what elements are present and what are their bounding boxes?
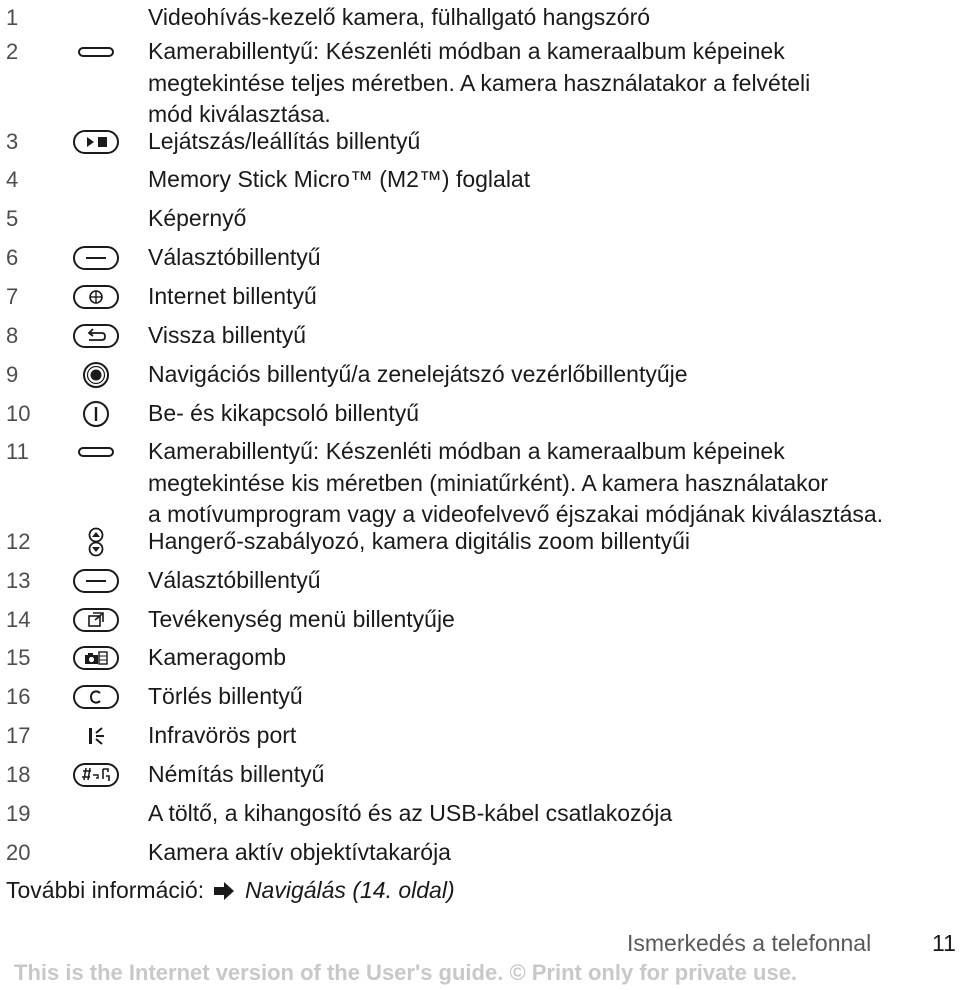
right-arrow-icon — [213, 878, 235, 909]
description-line: Vissza billentyű — [148, 322, 307, 348]
description-line: Lejátszás/leállítás billentyű — [148, 128, 421, 154]
item-description — [148, 604, 960, 636]
item-number: 20 — [6, 840, 31, 865]
item-number: 2 — [6, 39, 19, 64]
item-number: 3 — [6, 129, 19, 154]
item-description — [148, 359, 960, 391]
description-line: Infravörös port — [148, 722, 297, 748]
item-description — [148, 203, 960, 235]
play-stop-key-icon — [72, 128, 120, 156]
description-line: Választóbillentyű — [148, 244, 321, 270]
item-number: 13 — [6, 568, 31, 593]
item-number: 11 — [6, 439, 29, 464]
camera-side-key-icon — [72, 438, 120, 466]
more-info-link[interactable]: Navigálás (14. oldal) — [244, 877, 455, 903]
description-line: Kamerabillentyű: Készenléti módban a kameraalbum képeinek — [148, 38, 785, 64]
camera-side-key-icon — [72, 38, 120, 66]
page-number: 11 — [932, 930, 956, 956]
description-line: Némítás billentyű — [148, 761, 325, 787]
more-info-line — [6, 875, 455, 909]
description-line: mód kiválasztása. — [148, 101, 331, 127]
activity-menu-key-icon — [72, 606, 120, 634]
description-line: Hangerő-szabályozó, kamera digitális zoom billentyűi — [148, 528, 691, 554]
description-line: Tevékenység menü billentyűje — [148, 606, 455, 632]
item-number: 6 — [6, 245, 19, 270]
item-number: 18 — [6, 762, 31, 787]
power-key-icon — [72, 400, 120, 428]
item-description — [148, 36, 960, 131]
item-description — [148, 759, 960, 791]
selection-key-icon — [72, 567, 120, 595]
description-line: Be- és kikapcsoló billentyű — [148, 400, 420, 426]
item-number: 16 — [6, 684, 31, 709]
description-line: Törlés billentyű — [148, 683, 303, 709]
item-description — [148, 565, 960, 597]
item-description — [148, 436, 960, 531]
item-description — [148, 126, 960, 158]
description-line: Internet billentyű — [148, 283, 317, 309]
description-line: Memory Stick Micro™ (M2™) foglalat — [148, 166, 531, 192]
item-number: 19 — [6, 801, 31, 826]
description-line: a motívumprogram vagy a videofelvevő éjszakai módjának kiválasztása. — [148, 501, 884, 527]
item-number: 5 — [6, 206, 19, 231]
item-description — [148, 526, 960, 558]
description-line: megtekintése kis méretben (miniatűrként). A kamera használatakor — [148, 469, 829, 496]
item-description — [148, 164, 960, 196]
navigation-key-icon — [72, 361, 120, 389]
item-description — [148, 242, 960, 274]
item-number: 4 — [6, 167, 19, 192]
selection-key-icon — [72, 244, 120, 272]
internet-version-notice: This is the Internet version of the User's guide. © Print only for private use. — [14, 960, 798, 985]
item-description — [148, 720, 960, 752]
item-number: 1 — [6, 5, 19, 30]
item-number: 14 — [6, 607, 31, 632]
item-description — [148, 681, 960, 713]
item-number: 10 — [6, 401, 31, 426]
item-description — [148, 837, 960, 869]
clear-key-icon — [72, 683, 120, 711]
description-line: Kameragomb — [148, 644, 287, 670]
camera-key-icon — [72, 644, 120, 672]
item-number: 17 — [6, 723, 31, 748]
item-description — [148, 320, 960, 352]
description-line: A töltő, a kihangosító és az USB-kábel csatlakozója — [148, 800, 673, 826]
description-line: Kamera aktív objektívtakarója — [148, 839, 451, 865]
description-line: megtekintése teljes méretben. A kamera használatakor a felvételi — [148, 69, 811, 96]
item-description — [148, 798, 960, 830]
item-number: 15 — [6, 645, 31, 670]
description-line: Képernyő — [148, 205, 247, 231]
infrared-port-icon — [72, 722, 120, 750]
item-number: 8 — [6, 323, 19, 348]
back-key-icon — [72, 322, 120, 350]
more-info-label: További információ: — [6, 877, 205, 903]
item-number: 9 — [6, 362, 19, 387]
silent-key-icon — [72, 761, 120, 789]
description-line: Videohívás-kezelő kamera, fülhallgató hangszóró — [148, 4, 651, 30]
volume-key-icon — [72, 528, 120, 556]
item-number: 12 — [6, 529, 31, 554]
item-description — [148, 281, 960, 313]
item-description — [148, 2, 960, 34]
item-description — [148, 642, 960, 674]
description-line: Kamerabillentyű: Készenléti módban a kameraalbum képeinek — [148, 438, 785, 464]
item-description — [148, 398, 960, 430]
description-line: Navigációs billentyű/a zenelejátszó vezérlőbillentyűje — [148, 361, 688, 387]
item-number: 7 — [6, 284, 19, 309]
internet-key-icon — [72, 283, 120, 311]
footer-section-title: Ismerkedés a telefonnal — [627, 930, 872, 956]
description-line: Választóbillentyű — [148, 567, 321, 593]
